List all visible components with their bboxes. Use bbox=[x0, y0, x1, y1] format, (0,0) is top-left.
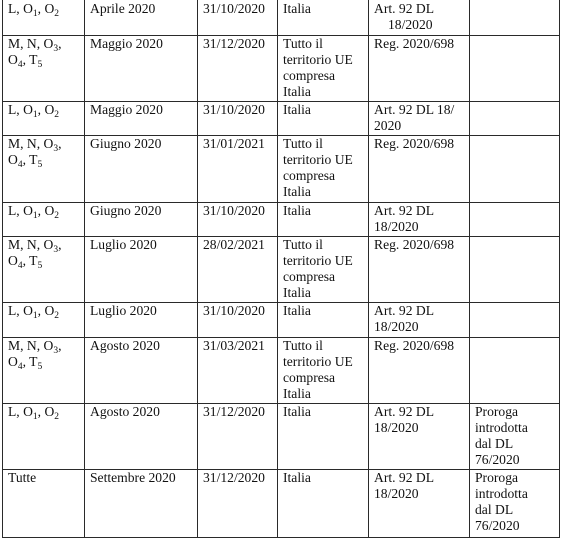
territorio-cell bbox=[278, 203, 369, 237]
note-cell bbox=[470, 470, 560, 538]
soggetti-cell bbox=[3, 102, 85, 136]
norma-cell bbox=[369, 303, 470, 338]
norma-line: Art. 92 DL bbox=[374, 303, 435, 318]
territorio-line: Italia bbox=[283, 404, 311, 419]
norma-line: Art. 92 DL 18/ bbox=[374, 102, 455, 117]
mese-text: Agosto 2020 bbox=[90, 404, 160, 419]
scadenza-text: 31/10/2020 bbox=[203, 303, 265, 318]
territorio-line: Italia bbox=[283, 203, 311, 218]
scadenza-cell bbox=[198, 338, 278, 404]
note-cell bbox=[470, 237, 560, 303]
norma-cell bbox=[369, 0, 470, 36]
mese-text: Settembre 2020 bbox=[90, 470, 176, 485]
soggetti-text: M, N, $O_3$, bbox=[8, 338, 62, 356]
norma-line: Reg. 2020/698 bbox=[374, 237, 455, 252]
territorio-line: Tutto il bbox=[283, 338, 323, 353]
soggetti-text: $O_4$, $T_5$ bbox=[8, 52, 43, 70]
table-row bbox=[3, 303, 560, 338]
scadenza-cell bbox=[198, 203, 278, 237]
territorio-line: Tutto il bbox=[283, 36, 323, 51]
territorio-line: territorio UE bbox=[283, 354, 353, 369]
norma-cell bbox=[369, 136, 470, 203]
norma-line: Art. 92 DL bbox=[374, 1, 435, 16]
mese-cell bbox=[85, 203, 198, 237]
soggetti-text: L, $O_1$, $O_2$ bbox=[8, 102, 60, 120]
mese-text: Giugno 2020 bbox=[90, 203, 162, 218]
scadenza-text: 28/02/2021 bbox=[203, 237, 265, 252]
territorio-line: compresa bbox=[283, 269, 336, 284]
note-cell bbox=[470, 0, 560, 36]
note-line: introdotta bbox=[475, 486, 528, 501]
norma-line: Art. 92 DL bbox=[374, 470, 435, 485]
mese-text: Maggio 2020 bbox=[90, 102, 163, 117]
territorio-cell bbox=[278, 303, 369, 338]
territorio-line: Italia bbox=[283, 386, 311, 401]
territorio-line: Italia bbox=[283, 84, 311, 99]
norma-line: Reg. 2020/698 bbox=[374, 36, 455, 51]
note-line: introdotta bbox=[475, 420, 528, 435]
territorio-cell bbox=[278, 136, 369, 203]
mese-cell bbox=[85, 36, 198, 102]
mese-cell bbox=[85, 0, 198, 36]
mese-text: Maggio 2020 bbox=[90, 36, 163, 51]
territorio-cell bbox=[278, 404, 369, 470]
scadenza-cell bbox=[198, 303, 278, 338]
table-row bbox=[3, 102, 560, 136]
mese-text: Giugno 2020 bbox=[90, 136, 162, 151]
territorio-cell bbox=[278, 102, 369, 136]
territorio-line: Italia bbox=[283, 470, 311, 485]
mese-text: Luglio 2020 bbox=[90, 237, 157, 252]
note-line: dal DL bbox=[475, 502, 514, 517]
note-cell bbox=[470, 303, 560, 338]
scadenza-text: 31/12/2020 bbox=[203, 36, 265, 51]
scadenza-cell bbox=[198, 36, 278, 102]
scadenza-text: 31/10/2020 bbox=[203, 102, 265, 117]
scadenza-cell bbox=[198, 136, 278, 203]
scadenza-cell bbox=[198, 237, 278, 303]
soggetti-cell bbox=[3, 470, 85, 538]
soggetti-text: L, $O_1$, $O_2$ bbox=[8, 404, 60, 422]
soggetti-cell bbox=[3, 404, 85, 470]
norma-line: 2020 bbox=[374, 118, 402, 133]
territorio-line: Tutto il bbox=[283, 136, 323, 151]
territorio-cell bbox=[278, 470, 369, 538]
mese-text: Agosto 2020 bbox=[90, 338, 160, 353]
mese-cell bbox=[85, 470, 198, 538]
territorio-line: Italia bbox=[283, 1, 311, 16]
scadenza-cell bbox=[198, 404, 278, 470]
mese-text: Luglio 2020 bbox=[90, 303, 157, 318]
territorio-cell bbox=[278, 237, 369, 303]
mese-cell bbox=[85, 303, 198, 338]
norma-cell bbox=[369, 470, 470, 538]
territorio-line: compresa bbox=[283, 68, 336, 83]
norma-line: 18/2020 bbox=[374, 219, 419, 234]
norma-cell bbox=[369, 36, 470, 102]
table-row bbox=[3, 237, 560, 303]
soggetti-cell bbox=[3, 36, 85, 102]
norma-cell bbox=[369, 237, 470, 303]
territorio-line: territorio UE bbox=[283, 152, 353, 167]
table-row bbox=[3, 470, 560, 538]
note-cell bbox=[470, 36, 560, 102]
scadenza-text: 31/12/2020 bbox=[203, 470, 265, 485]
territorio-cell bbox=[278, 338, 369, 404]
soggetti-text: $O_4$, $T_5$ bbox=[8, 253, 43, 271]
mese-cell bbox=[85, 404, 198, 470]
territorio-line: compresa bbox=[283, 370, 336, 385]
note-cell bbox=[470, 102, 560, 136]
scadenza-text: 31/12/2020 bbox=[203, 404, 265, 419]
mese-cell bbox=[85, 338, 198, 404]
note-line: Proroga bbox=[475, 404, 519, 419]
norma-line: Art. 92 DL bbox=[374, 404, 435, 419]
soggetti-text: L, $O_1$, $O_2$ bbox=[8, 303, 60, 321]
soggetti-cell bbox=[3, 0, 85, 36]
territorio-line: Italia bbox=[283, 102, 311, 117]
table-row bbox=[3, 36, 560, 102]
norma-cell bbox=[369, 203, 470, 237]
deadlines-table bbox=[2, 0, 560, 538]
scadenza-text: 31/10/2020 bbox=[203, 1, 265, 16]
table-row bbox=[3, 0, 560, 36]
norma-line: 18/2020 bbox=[374, 486, 419, 501]
note-line: 76/2020 bbox=[475, 452, 520, 467]
table-row bbox=[3, 338, 560, 404]
territorio-cell bbox=[278, 0, 369, 36]
territorio-line: Italia bbox=[283, 285, 311, 300]
mese-cell bbox=[85, 136, 198, 203]
territorio-cell bbox=[278, 36, 369, 102]
note-line: dal DL bbox=[475, 436, 514, 451]
note-cell bbox=[470, 136, 560, 203]
territorio-line: Italia bbox=[283, 184, 311, 199]
scadenza-text: 31/01/2021 bbox=[203, 136, 265, 151]
soggetti-text: L, $O_1$, $O_2$ bbox=[8, 203, 60, 221]
mese-cell bbox=[85, 102, 198, 136]
norma-cell bbox=[369, 338, 470, 404]
norma-cell bbox=[369, 404, 470, 470]
table-row bbox=[3, 136, 560, 203]
norma-line: Reg. 2020/698 bbox=[374, 338, 455, 353]
soggetti-text: Tutte bbox=[8, 470, 37, 485]
territorio-line: Italia bbox=[283, 303, 311, 318]
soggetti-text: M, N, $O_3$, bbox=[8, 136, 62, 154]
territorio-line: territorio UE bbox=[283, 52, 353, 67]
soggetti-cell bbox=[3, 303, 85, 338]
territorio-line: territorio UE bbox=[283, 253, 353, 268]
scadenza-text: 31/03/2021 bbox=[203, 338, 265, 353]
scadenza-cell bbox=[198, 102, 278, 136]
territorio-line: compresa bbox=[283, 168, 336, 183]
scadenza-cell bbox=[198, 470, 278, 538]
mese-text: Aprile 2020 bbox=[90, 1, 156, 16]
soggetti-cell bbox=[3, 338, 85, 404]
note-cell bbox=[470, 404, 560, 470]
norma-line: Reg. 2020/698 bbox=[374, 136, 455, 151]
soggetti-text: M, N, $O_3$, bbox=[8, 36, 62, 54]
scadenza-cell bbox=[198, 0, 278, 36]
scadenza-text: 31/10/2020 bbox=[203, 203, 265, 218]
note-line: 76/2020 bbox=[475, 518, 520, 533]
soggetti-text: $O_4$, $T_5$ bbox=[8, 354, 43, 372]
norma-cell bbox=[369, 102, 470, 136]
norma-line: Art. 92 DL bbox=[374, 203, 435, 218]
note-cell bbox=[470, 203, 560, 237]
soggetti-cell bbox=[3, 203, 85, 237]
norma-line: 18/2020 bbox=[374, 319, 419, 334]
soggetti-text: $O_4$, $T_5$ bbox=[8, 152, 43, 170]
soggetti-text: L, $O_1$, $O_2$ bbox=[8, 1, 60, 19]
soggetti-cell bbox=[3, 136, 85, 203]
table-row bbox=[3, 404, 560, 470]
table-row bbox=[3, 203, 560, 237]
soggetti-cell bbox=[3, 237, 85, 303]
mese-cell bbox=[85, 237, 198, 303]
norma-line: 18/2020 bbox=[388, 17, 433, 32]
note-cell bbox=[470, 338, 560, 404]
soggetti-text: M, N, $O_3$, bbox=[8, 237, 62, 255]
note-line: Proroga bbox=[475, 470, 519, 485]
norma-line: 18/2020 bbox=[374, 420, 419, 435]
territorio-line: Tutto il bbox=[283, 237, 323, 252]
